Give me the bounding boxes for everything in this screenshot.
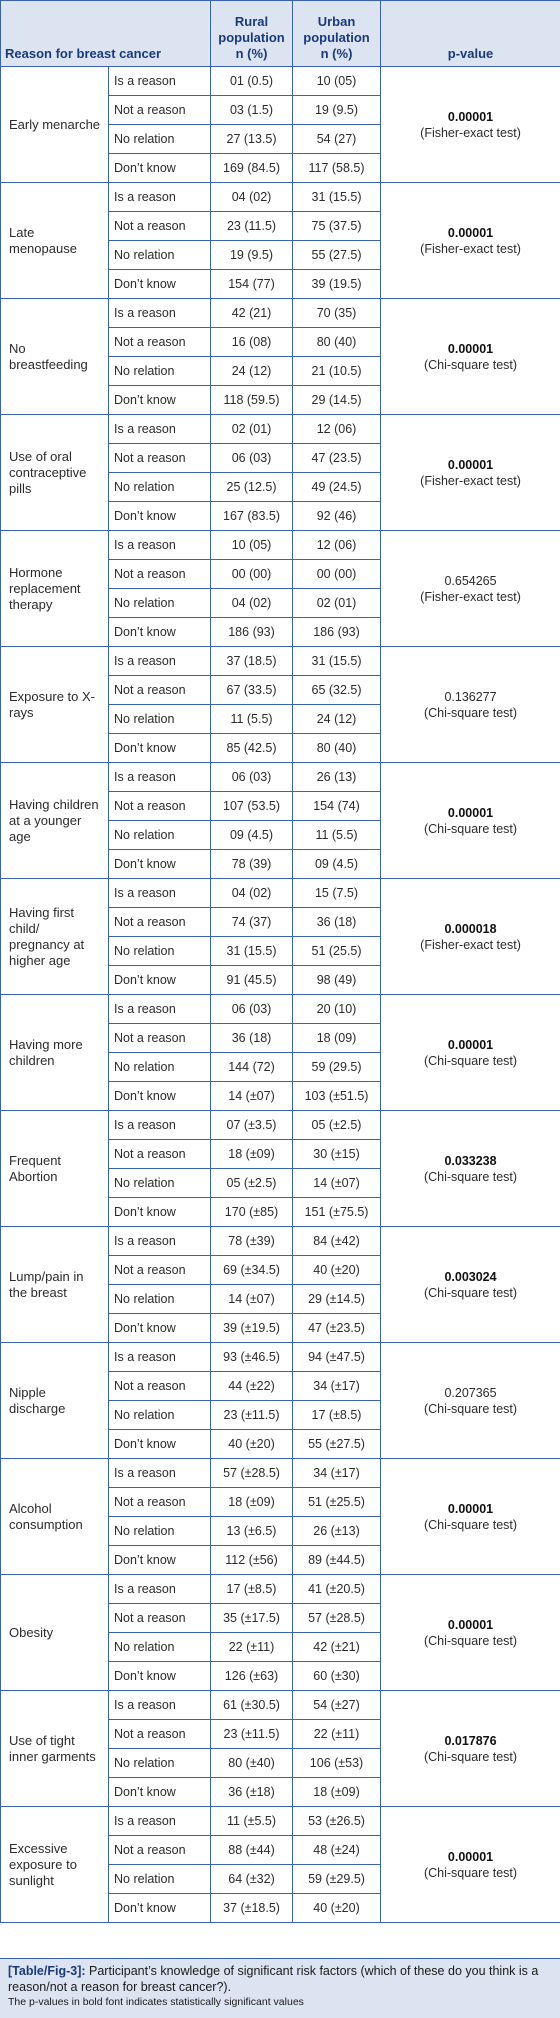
- response-label: Not a reason: [109, 1256, 211, 1285]
- header-rural-line3: n (%): [235, 46, 268, 61]
- urban-value: 84 (±42): [293, 1227, 381, 1256]
- response-label: Is a reason: [109, 183, 211, 212]
- risk-factor-name: Alcohol consumption: [1, 1459, 109, 1575]
- urban-value: 49 (24.5): [293, 473, 381, 502]
- response-label: Don’t know: [109, 1778, 211, 1807]
- urban-value: 47 (±23.5): [293, 1314, 381, 1343]
- response-label: Is a reason: [109, 879, 211, 908]
- urban-value: 34 (±17): [293, 1459, 381, 1488]
- urban-value: 11 (5.5): [293, 821, 381, 850]
- urban-value: 10 (05): [293, 67, 381, 96]
- rural-value: 85 (42.5): [211, 734, 293, 763]
- response-label: Is a reason: [109, 1227, 211, 1256]
- table-row: [1, 67, 560, 96]
- rural-value: 18 (±09): [211, 1488, 293, 1517]
- table-row: [1, 1807, 560, 1836]
- rural-value: 03 (1.5): [211, 96, 293, 125]
- rural-value: 126 (±63): [211, 1662, 293, 1691]
- response-label: No relation: [109, 1749, 211, 1778]
- response-label: No relation: [109, 937, 211, 966]
- urban-value: 40 (±20): [293, 1256, 381, 1285]
- response-label: No relation: [109, 1053, 211, 1082]
- header-urban-line1: Urban: [317, 14, 356, 29]
- response-label: No relation: [109, 821, 211, 850]
- response-label: Not a reason: [109, 96, 211, 125]
- rural-value: 05 (±2.5): [211, 1169, 293, 1198]
- p-value: 0.00001: [447, 341, 494, 356]
- urban-value: 02 (01): [293, 589, 381, 618]
- rural-value: 78 (±39): [211, 1227, 293, 1256]
- response-label: No relation: [109, 357, 211, 386]
- urban-value: 30 (±15): [293, 1140, 381, 1169]
- urban-value: 17 (±8.5): [293, 1401, 381, 1430]
- statistical-test: (Chi-square test): [423, 1749, 518, 1764]
- rural-value: 11 (5.5): [211, 705, 293, 734]
- urban-value: 29 (±14.5): [293, 1285, 381, 1314]
- risk-factor-name: Having first child/ pregnancy at higher age: [1, 879, 109, 995]
- response-label: Is a reason: [109, 995, 211, 1024]
- p-value-cell: [381, 1807, 560, 1923]
- urban-value: 70 (35): [293, 299, 381, 328]
- p-value: 0.00001: [447, 1617, 494, 1632]
- p-value: 0.003024: [444, 1269, 497, 1284]
- rural-value: 24 (12): [211, 357, 293, 386]
- urban-value: 154 (74): [293, 792, 381, 821]
- risk-factor-name: Frequent Abortion: [1, 1111, 109, 1227]
- urban-value: 92 (46): [293, 502, 381, 531]
- rural-value: 16 (08): [211, 328, 293, 357]
- response-label: Don’t know: [109, 1314, 211, 1343]
- p-value-cell: [381, 531, 560, 647]
- p-value: 0.000018: [444, 921, 497, 936]
- risk-factor-name: Exposure to X-rays: [1, 647, 109, 763]
- p-value-cell: [381, 1459, 560, 1575]
- caption-main: [8, 1963, 552, 1995]
- rural-value: 169 (84.5): [211, 154, 293, 183]
- response-label: Not a reason: [109, 792, 211, 821]
- response-label: Is a reason: [109, 763, 211, 792]
- rural-value: 93 (±46.5): [211, 1343, 293, 1372]
- table-row: [1, 647, 560, 676]
- header-row: [1, 1, 560, 67]
- urban-value: 51 (±25.5): [293, 1488, 381, 1517]
- risk-factor-name: Having more children: [1, 995, 109, 1111]
- caption-label: [Table/Fig-3]:: [8, 1964, 86, 1978]
- header-reason: Reason for breast cancer: [1, 1, 211, 67]
- statistical-test: (Fisher-exact test): [420, 125, 521, 140]
- rural-value: 19 (9.5): [211, 241, 293, 270]
- urban-value: 09 (4.5): [293, 850, 381, 879]
- rural-value: 04 (02): [211, 183, 293, 212]
- statistical-test: (Chi-square test): [423, 1053, 518, 1068]
- urban-value: 55 (27.5): [293, 241, 381, 270]
- response-label: Not a reason: [109, 1720, 211, 1749]
- table-row: [1, 299, 560, 328]
- p-value: 0.00001: [447, 1037, 494, 1052]
- urban-value: 89 (±44.5): [293, 1546, 381, 1575]
- rural-value: 61 (±30.5): [211, 1691, 293, 1720]
- rural-value: 06 (03): [211, 995, 293, 1024]
- p-value-cell: [381, 1575, 560, 1691]
- p-value: 0.00001: [447, 457, 494, 472]
- response-label: Don’t know: [109, 502, 211, 531]
- rural-value: 118 (59.5): [211, 386, 293, 415]
- rural-value: 78 (39): [211, 850, 293, 879]
- table-row: [1, 1227, 560, 1256]
- response-label: Not a reason: [109, 676, 211, 705]
- urban-value: 94 (±47.5): [293, 1343, 381, 1372]
- response-label: No relation: [109, 1285, 211, 1314]
- p-value-cell: [381, 67, 560, 183]
- rural-value: 144 (72): [211, 1053, 293, 1082]
- response-label: No relation: [109, 705, 211, 734]
- urban-value: 39 (19.5): [293, 270, 381, 299]
- rural-value: 37 (±18.5): [211, 1894, 293, 1923]
- p-value-cell: [381, 879, 560, 995]
- urban-value: 103 (±51.5): [293, 1082, 381, 1111]
- table-caption: [0, 1958, 560, 2018]
- response-label: No relation: [109, 1169, 211, 1198]
- rural-value: 69 (±34.5): [211, 1256, 293, 1285]
- p-value: 0.033238: [444, 1153, 497, 1168]
- response-label: Is a reason: [109, 647, 211, 676]
- urban-value: 41 (±20.5): [293, 1575, 381, 1604]
- p-value: 0.00001: [447, 225, 494, 240]
- risk-factor-name: Excessive exposure to sunlight: [1, 1807, 109, 1923]
- urban-value: 20 (10): [293, 995, 381, 1024]
- table-row: [1, 1691, 560, 1720]
- risk-factor-name: Obesity: [1, 1575, 109, 1691]
- risk-factor-name: Lump/pain in the breast: [1, 1227, 109, 1343]
- statistical-test: (Chi-square test): [423, 1633, 518, 1648]
- response-label: Don’t know: [109, 734, 211, 763]
- rural-value: 36 (±18): [211, 1778, 293, 1807]
- statistical-test: (Chi-square test): [423, 1517, 518, 1532]
- rural-value: 02 (01): [211, 415, 293, 444]
- rural-value: 44 (±22): [211, 1372, 293, 1401]
- urban-value: 18 (09): [293, 1024, 381, 1053]
- urban-value: 54 (27): [293, 125, 381, 154]
- p-value-cell: [381, 1343, 560, 1459]
- response-label: No relation: [109, 1633, 211, 1662]
- header-rural-line1: Rural: [234, 14, 269, 29]
- p-value: 0.00001: [447, 805, 494, 820]
- rural-value: 06 (03): [211, 444, 293, 473]
- response-label: Not a reason: [109, 1488, 211, 1517]
- header-urban-line3: n (%): [320, 46, 353, 61]
- rural-value: 23 (11.5): [211, 212, 293, 241]
- response-label: Is a reason: [109, 1343, 211, 1372]
- response-label: Is a reason: [109, 1807, 211, 1836]
- rural-value: 91 (45.5): [211, 966, 293, 995]
- header-pvalue: p-value: [381, 1, 560, 67]
- rural-value: 06 (03): [211, 763, 293, 792]
- urban-value: 106 (±53): [293, 1749, 381, 1778]
- response-label: Don’t know: [109, 1546, 211, 1575]
- urban-value: 47 (23.5): [293, 444, 381, 473]
- response-label: Not a reason: [109, 1140, 211, 1169]
- urban-value: 34 (±17): [293, 1372, 381, 1401]
- urban-value: 18 (±09): [293, 1778, 381, 1807]
- response-label: Is a reason: [109, 415, 211, 444]
- rural-value: 14 (±07): [211, 1285, 293, 1314]
- rural-value: 74 (37): [211, 908, 293, 937]
- urban-value: 31 (15.5): [293, 183, 381, 212]
- statistical-test: (Chi-square test): [423, 1169, 518, 1184]
- urban-value: 12 (06): [293, 415, 381, 444]
- table-row: [1, 995, 560, 1024]
- p-value: 0.00001: [447, 109, 494, 124]
- statistical-test: (Chi-square test): [423, 357, 518, 372]
- table-body: [1, 67, 560, 1923]
- urban-value: 24 (12): [293, 705, 381, 734]
- urban-value: 21 (10.5): [293, 357, 381, 386]
- urban-value: 12 (06): [293, 531, 381, 560]
- rural-value: 13 (±6.5): [211, 1517, 293, 1546]
- rural-value: 107 (53.5): [211, 792, 293, 821]
- statistical-test: (Fisher-exact test): [420, 241, 521, 256]
- rural-value: 11 (±5.5): [211, 1807, 293, 1836]
- response-label: Not a reason: [109, 212, 211, 241]
- header-rural: [211, 1, 293, 67]
- response-label: Don’t know: [109, 1662, 211, 1691]
- response-label: No relation: [109, 125, 211, 154]
- rural-value: 36 (18): [211, 1024, 293, 1053]
- rural-value: 80 (±40): [211, 1749, 293, 1778]
- urban-value: 26 (13): [293, 763, 381, 792]
- statistical-test: (Fisher-exact test): [420, 589, 521, 604]
- urban-value: 59 (29.5): [293, 1053, 381, 1082]
- response-label: Is a reason: [109, 1459, 211, 1488]
- rural-value: 25 (12.5): [211, 473, 293, 502]
- rural-value: 88 (±44): [211, 1836, 293, 1865]
- statistical-test: (Chi-square test): [423, 1401, 518, 1416]
- response-label: Don’t know: [109, 618, 211, 647]
- rural-value: 31 (15.5): [211, 937, 293, 966]
- urban-value: 80 (40): [293, 734, 381, 763]
- response-label: No relation: [109, 589, 211, 618]
- response-label: Not a reason: [109, 560, 211, 589]
- p-value-cell: [381, 415, 560, 531]
- response-label: No relation: [109, 473, 211, 502]
- response-label: Don’t know: [109, 1082, 211, 1111]
- response-label: No relation: [109, 241, 211, 270]
- risk-factor-name: Use of oral contraceptive pills: [1, 415, 109, 531]
- response-label: Don’t know: [109, 850, 211, 879]
- rural-value: 154 (77): [211, 270, 293, 299]
- urban-value: 98 (49): [293, 966, 381, 995]
- response-label: Is a reason: [109, 1691, 211, 1720]
- response-label: Not a reason: [109, 908, 211, 937]
- urban-value: 05 (±2.5): [293, 1111, 381, 1140]
- response-label: Is a reason: [109, 67, 211, 96]
- table-row: [1, 183, 560, 212]
- urban-value: 14 (±07): [293, 1169, 381, 1198]
- table-row: [1, 531, 560, 560]
- risk-factor-name: Nipple discharge: [1, 1343, 109, 1459]
- statistical-test: (Chi-square test): [423, 1865, 518, 1880]
- urban-value: 80 (40): [293, 328, 381, 357]
- response-label: No relation: [109, 1517, 211, 1546]
- response-label: Don’t know: [109, 1430, 211, 1459]
- response-label: Not a reason: [109, 1024, 211, 1053]
- response-label: Don’t know: [109, 270, 211, 299]
- urban-value: 22 (±11): [293, 1720, 381, 1749]
- response-label: Is a reason: [109, 1575, 211, 1604]
- urban-value: 48 (±24): [293, 1836, 381, 1865]
- rural-value: 04 (02): [211, 589, 293, 618]
- rural-value: 23 (±11.5): [211, 1401, 293, 1430]
- risk-factor-name: No breastfeeding: [1, 299, 109, 415]
- rural-value: 64 (±32): [211, 1865, 293, 1894]
- response-label: Not a reason: [109, 444, 211, 473]
- rural-value: 112 (±56): [211, 1546, 293, 1575]
- urban-value: 75 (37.5): [293, 212, 381, 241]
- response-label: Don’t know: [109, 1198, 211, 1227]
- response-label: Don’t know: [109, 154, 211, 183]
- p-value: 0.207365: [444, 1385, 497, 1400]
- caption-text: Participant’s knowledge of significant risk factors (which of these do you think is a reason/not a reason for breast cancer?).: [8, 1964, 539, 1994]
- response-label: Is a reason: [109, 1111, 211, 1140]
- p-value-cell: [381, 647, 560, 763]
- p-value-cell: [381, 1227, 560, 1343]
- urban-value: 19 (9.5): [293, 96, 381, 125]
- risk-factor-name: Use of tight inner garments: [1, 1691, 109, 1807]
- rural-value: 22 (±11): [211, 1633, 293, 1662]
- urban-value: 36 (18): [293, 908, 381, 937]
- response-label: Is a reason: [109, 531, 211, 560]
- rural-value: 42 (21): [211, 299, 293, 328]
- p-value-cell: [381, 299, 560, 415]
- table-row: [1, 1343, 560, 1372]
- urban-value: 26 (±13): [293, 1517, 381, 1546]
- p-value-cell: [381, 995, 560, 1111]
- table-row: [1, 1111, 560, 1140]
- rural-value: 04 (02): [211, 879, 293, 908]
- response-label: Don’t know: [109, 1894, 211, 1923]
- p-value: 0.00001: [447, 1849, 494, 1864]
- rural-value: 01 (0.5): [211, 67, 293, 96]
- table-row: [1, 1575, 560, 1604]
- rural-value: 10 (05): [211, 531, 293, 560]
- rural-value: 09 (4.5): [211, 821, 293, 850]
- p-value: 0.017876: [444, 1733, 497, 1748]
- urban-value: 42 (±21): [293, 1633, 381, 1662]
- response-label: Not a reason: [109, 328, 211, 357]
- statistical-test: (Chi-square test): [423, 1285, 518, 1300]
- p-value-cell: [381, 1111, 560, 1227]
- rural-value: 186 (93): [211, 618, 293, 647]
- header-urban: [293, 1, 381, 67]
- statistical-test: (Fisher-exact test): [420, 473, 521, 488]
- risk-factor-name: Late menopause: [1, 183, 109, 299]
- rural-value: 00 (00): [211, 560, 293, 589]
- urban-value: 00 (00): [293, 560, 381, 589]
- rural-value: 67 (33.5): [211, 676, 293, 705]
- rural-value: 17 (±8.5): [211, 1575, 293, 1604]
- urban-value: 60 (±30): [293, 1662, 381, 1691]
- rural-value: 57 (±28.5): [211, 1459, 293, 1488]
- header-urban-line2: population: [303, 30, 370, 45]
- p-value-cell: [381, 1691, 560, 1807]
- p-value: 0.654265: [444, 573, 497, 588]
- urban-value: 31 (15.5): [293, 647, 381, 676]
- p-value: 0.136277: [444, 689, 497, 704]
- rural-value: 170 (±85): [211, 1198, 293, 1227]
- urban-value: 65 (32.5): [293, 676, 381, 705]
- table-row: [1, 1459, 560, 1488]
- rural-value: 39 (±19.5): [211, 1314, 293, 1343]
- response-label: Is a reason: [109, 299, 211, 328]
- header-rural-line2: population: [218, 30, 285, 45]
- response-label: No relation: [109, 1865, 211, 1894]
- response-label: No relation: [109, 1401, 211, 1430]
- response-label: Not a reason: [109, 1372, 211, 1401]
- response-label: Not a reason: [109, 1604, 211, 1633]
- risk-factor-name: Having children at a younger age: [1, 763, 109, 879]
- urban-value: 15 (7.5): [293, 879, 381, 908]
- rural-value: 35 (±17.5): [211, 1604, 293, 1633]
- p-value: 0.00001: [447, 1501, 494, 1516]
- urban-value: 54 (±27): [293, 1691, 381, 1720]
- rural-value: 27 (13.5): [211, 125, 293, 154]
- urban-value: 53 (±26.5): [293, 1807, 381, 1836]
- table-row: [1, 415, 560, 444]
- rural-value: 14 (±07): [211, 1082, 293, 1111]
- urban-value: 151 (±75.5): [293, 1198, 381, 1227]
- urban-value: 117 (58.5): [293, 154, 381, 183]
- rural-value: 18 (±09): [211, 1140, 293, 1169]
- table-row: [1, 879, 560, 908]
- risk-factor-name: Hormone replacement therapy: [1, 531, 109, 647]
- statistical-test: (Chi-square test): [423, 821, 518, 836]
- urban-value: 55 (±27.5): [293, 1430, 381, 1459]
- urban-value: 57 (±28.5): [293, 1604, 381, 1633]
- rural-value: 40 (±20): [211, 1430, 293, 1459]
- caption-note: The p-values in bold font indicates statistically significant values: [8, 1996, 304, 2008]
- urban-value: 186 (93): [293, 618, 381, 647]
- urban-value: 40 (±20): [293, 1894, 381, 1923]
- rural-value: 37 (18.5): [211, 647, 293, 676]
- response-label: Don’t know: [109, 966, 211, 995]
- table-row: [1, 763, 560, 792]
- urban-value: 59 (±29.5): [293, 1865, 381, 1894]
- response-label: Don’t know: [109, 386, 211, 415]
- statistical-test: (Fisher-exact test): [420, 937, 521, 952]
- urban-value: 29 (14.5): [293, 386, 381, 415]
- p-value-cell: [381, 183, 560, 299]
- response-label: Not a reason: [109, 1836, 211, 1865]
- statistical-test: (Chi-square test): [423, 705, 518, 720]
- rural-value: 07 (±3.5): [211, 1111, 293, 1140]
- urban-value: 51 (25.5): [293, 937, 381, 966]
- risk-factor-name: Early menarche: [1, 67, 109, 183]
- rural-value: 167 (83.5): [211, 502, 293, 531]
- rural-value: 23 (±11.5): [211, 1720, 293, 1749]
- p-value-cell: [381, 763, 560, 879]
